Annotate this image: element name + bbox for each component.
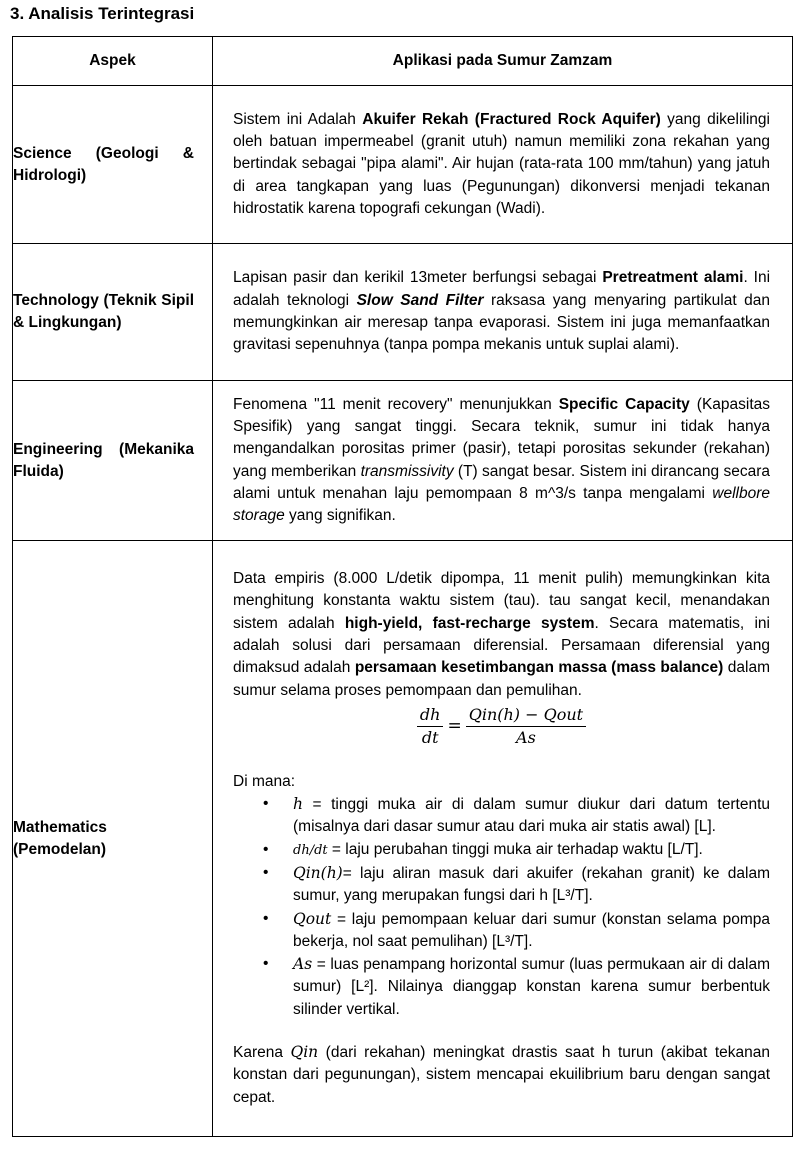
table-row bbox=[13, 541, 793, 1137]
list-item: • As = luas penampang horizontal sumur (luas permukaan air di dalam sumur) [L²]. Nilainya dianggap konstan karena sumur berbentuk silinder vertikal. bbox=[293, 953, 770, 1021]
list-item: • h = tinggi muka air di dalam sumur diukur dari datum tertentu (misalnya dari dasar sumur atau dari muka air statis awal) [L]. bbox=[293, 793, 770, 839]
list-item: • dh/dt = laju perubahan tinggi muka air terhadap waktu [L/T]. bbox=[293, 839, 770, 862]
application-technology: Lapisan pasir dan kerikil 13meter berfungsi sebagai Pretreatment alami. Ini adalah teknologi Slow Sand Filter raksasa yang menyaring partikulat dan memungkinkan air meresap tanpa evaporasi. Sistem ini juga memanfaatkan gravitasi sepenuhnya (tanpa pompa mekanis untuk suplai alami). bbox=[213, 244, 793, 381]
aspect-science: Science (Geologi & Hidrologi) bbox=[13, 86, 213, 244]
header-aspek: Aspek bbox=[13, 37, 213, 86]
table-row bbox=[13, 244, 793, 381]
application-mathematics bbox=[213, 541, 793, 1137]
aspect-mathematics: Mathematics (Pemodelan) bbox=[13, 541, 213, 1137]
aspect-technology: Technology (Teknik Sipil & Lingkungan) bbox=[13, 244, 213, 381]
application-science: Sistem ini Adalah Akuifer Rekah (Fractured Rock Aquifer) yang dikelilingi oleh batuan impermeabel (granit utuh) namun memiliki zona rekahan yang bertindak sebagai "pipa alami". Air hujan (rata-rata 100 mm/tahun) yang jatuh di area tangkapan yang luas (Pegunungan) dikonversi menjadi tekanan hidrostatik karena topografi cekungan (Wadi). bbox=[213, 86, 793, 244]
equation-rhs-fraction: $\frac{\text{Qin(h) − Qout}}{As}$ bbox=[466, 704, 586, 749]
where-label: Di mana: bbox=[233, 772, 296, 790]
list-item: • Qin(h)= laju aliran masuk dari akuifer (rekahan granit) ke dalam sumur, yang merupakan fungsi dari h [L³/T]. bbox=[293, 862, 770, 908]
equation-lhs-fraction: $\frac{dh}{dt}$ bbox=[417, 704, 444, 749]
table-header-row bbox=[13, 37, 793, 86]
mass-balance-equation: $\frac{dh}{dt}$ = $\frac{\text{Qin(h) − Qout}}{As}$ bbox=[233, 704, 770, 749]
application-engineering: Fenomena "11 menit recovery" menunjukkan Specific Capacity (Kapasitas Spesifik) yang sangat tinggi. Secara teknik, sumur ini tidak hanya mengandalkan porositas primer (pasir), tetapi porositas sekunder (rekahan) yang memberikan transmissivity (T) sangat besar. Sistem ini dirancang secara alami untuk menahan laju pemompaan 8 m^3/s tanpa mengalami wellbore storage yang signifikan. bbox=[213, 381, 793, 541]
table-row bbox=[13, 86, 793, 244]
table-row bbox=[13, 381, 793, 541]
list-item: • Qout = laju pemompaan keluar dari sumur (konstan selama pompa bekerja, nol saat pemulihan) [L³/T]. bbox=[293, 908, 770, 954]
aspect-engineering: Engineering (Mekanika Fluida) bbox=[13, 381, 213, 541]
analysis-table bbox=[12, 36, 793, 1137]
section-title: 3. Analisis Terintegrasi bbox=[10, 4, 195, 23]
header-aplikasi: Aplikasi pada Sumur Zamzam bbox=[213, 37, 793, 86]
math-paragraph-1: Data empiris (8.000 L/detik dipompa, 11 menit pulih) memungkinkan kita menghitung konstanta waktu sistem (tau). tau sangat kecil, menandakan sistem adalah high-yield, fast-recharge system. Secara matematis, ini adalah solusi dari persamaan diferensial. Persamaan diferensial yang dimaksud adalah persamaan kesetimbangan massa (mass balance) dalam sumur selama proses pemompaan dan pemulihan. bbox=[233, 570, 770, 699]
variable-list bbox=[233, 793, 770, 1021]
math-paragraph-3: Karena Qin (dari rekahan) meningkat drastis saat h turun (akibat tekanan konstan dari pegunungan), sistem mencapai ekuilibrium baru dengan sangat cepat. bbox=[233, 1043, 770, 1106]
